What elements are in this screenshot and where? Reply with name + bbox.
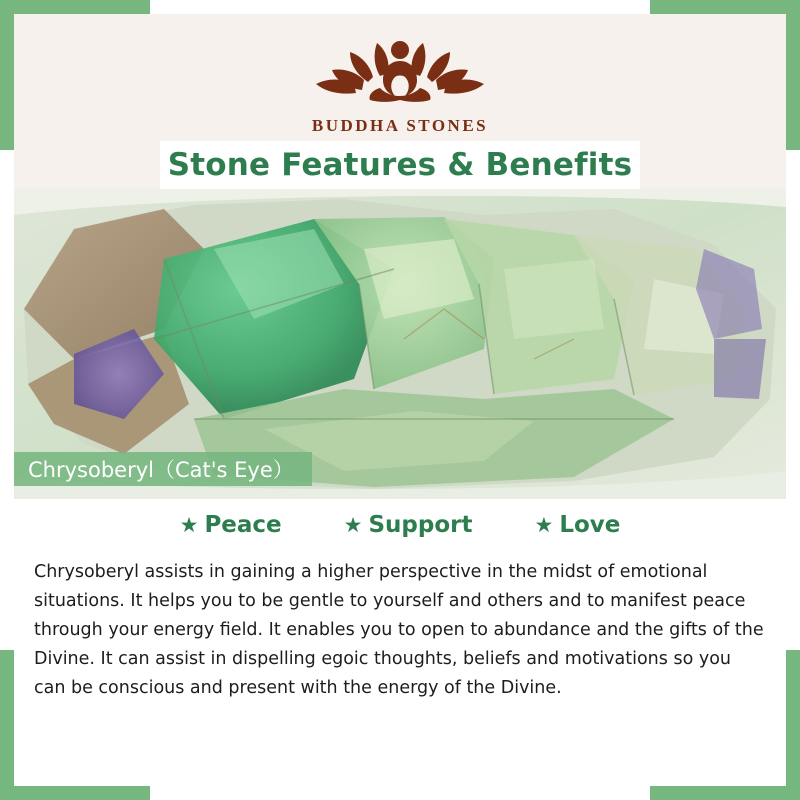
stone-description: Chrysoberyl assists in gaining a higher perspective in the midst of emotional situations. It helps you to be gentle to yourself and others and to manifest peace through your energy field. It enables you to open to abundance and the gifts of the Divine. It can assist in dispelling egoic thoughts, beliefs and motivations so you can be conscious and present with the energy of the Divine. [34,562,764,698]
title-bar [160,141,640,189]
keyword-item-love [535,512,621,538]
stone-name: Chrysoberyl（Cat's Eye） [28,458,294,482]
page-title: Stone Features & Benefits [167,147,633,183]
lotus-meditation-icon [310,30,490,112]
keyword-label: Support [368,512,473,538]
keyword-label: Peace [204,512,282,538]
star-icon: ★ [534,512,554,537]
frame-cut-bottom [150,782,650,800]
stone-caption-bar [14,452,312,486]
brand-logo [14,30,786,136]
brand-name: BUDDHA STONES [311,116,489,135]
keyword-item-peace [180,512,282,538]
keyword-item-support [344,512,473,538]
keyword-label: Love [559,512,621,538]
keyword-list [14,512,786,538]
star-icon: ★ [179,512,199,537]
star-icon: ★ [343,512,363,537]
